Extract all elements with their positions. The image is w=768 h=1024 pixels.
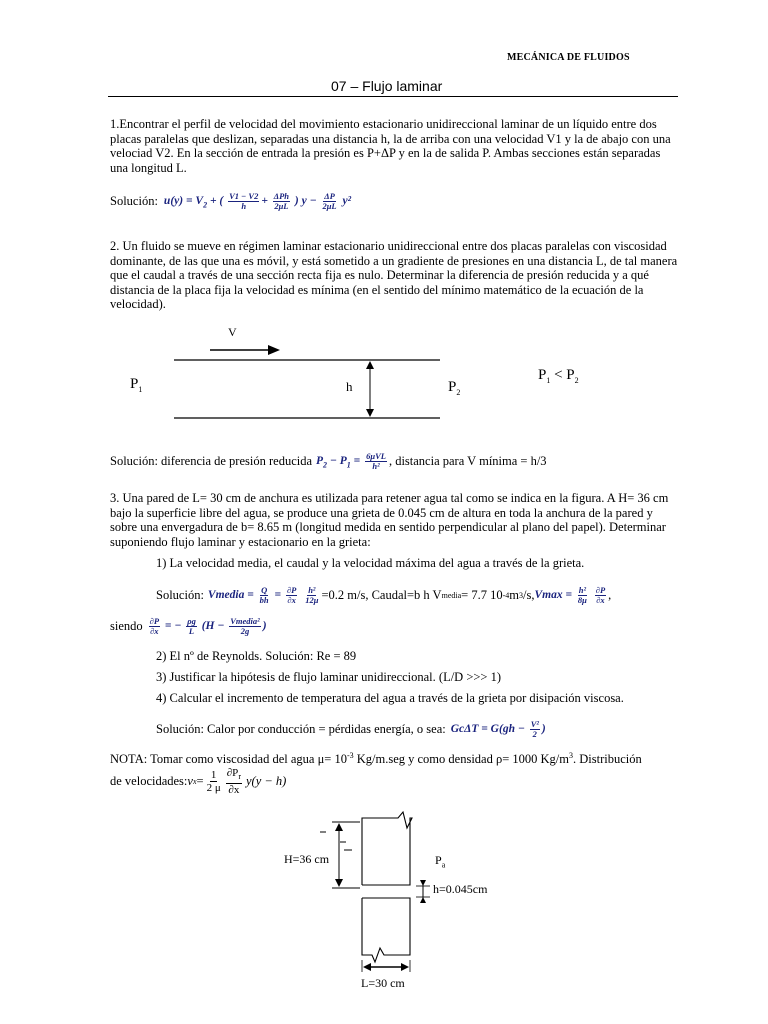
p1-label: $P_1$ bbox=[130, 376, 143, 394]
problem-2-statement: 2. Un fluido se mueve en régimen laminar estacionario unidireccional entre dos placas paralelas con viscosidad dominante, de las que una es móvil, y está sometido a un gradiente de presiones en una distancia L, de tal manera que el caudal a través de una sección recta fija es nulo. Determinar la diferencia de presión reducida y a qué distancia de la placa fija la velocidad es mínima (en el sentido del mínimo matemático de la ecuación de la velocidad). bbox=[110, 239, 678, 311]
wall-crack-figure bbox=[280, 810, 540, 1010]
pressure-relation: $P_1 < P_2$ bbox=[538, 367, 579, 385]
h-crack-label: h=0.045cm bbox=[433, 882, 488, 896]
course-header: MECÁNICA DE FLUIDOS bbox=[507, 52, 630, 63]
velocity-arrowhead bbox=[268, 345, 280, 355]
title-rule bbox=[108, 96, 678, 97]
item-1: 1) La velocidad media, el caudal y la velocidad máxima del agua a través de la grieta. bbox=[156, 556, 585, 570]
item-4-solution: Solución: Calor por conducción = pérdidas energía, o sea: GcΔT = G(gh − $\frac{\text{V²}}{2}$ ) bbox=[156, 719, 546, 739]
item-1-solution: Solución: Vmedia = $\frac{Q}{bh}$ = $\frac{\partial P}{\partial x}$ $\frac{\text{h²}}{12\mu}$ =0.2 m/s, Caudal=b h V media = 7.7 10 -4 m 3 /s, Vmax = $\frac{\text{h²}}{8\mu}$ $\frac{\partial P}{\partial x}$ , bbox=[156, 585, 612, 605]
nota-line-1: NOTA: Tomar como viscosidad del agua $\mu= 10^{-3}$ Kg/m.seg y como densidad ρ= 1000 $Kg/m^3$. Distribución bbox=[110, 751, 642, 767]
pressure-difference-equation: $P_2 - P_1$ = $\frac{\text{6μVL}}{\text{h²}}$ bbox=[316, 451, 386, 471]
velocity-equation: $u(y) = V_2$ + ( $\frac{V1 - V2}{h}$ + $\frac{\text{ΔPh}}{2\mu L}$ ) y − $\frac{\Delta P}{2\mu L}$ y² bbox=[163, 191, 352, 211]
pressure-gradient-equation: $\frac{\partial P}{\partial x}$ = − $\frac{\rho g}{L}$ (H − $\frac{\text{Vmedia²}}{2g}$ ) bbox=[149, 616, 267, 636]
problem-1-solution bbox=[110, 192, 351, 211]
parallel-plates-figure bbox=[110, 320, 670, 430]
solution-label: Solución: bbox=[110, 194, 158, 208]
page-title: 07 – Flujo laminar bbox=[331, 78, 443, 94]
energy-equation: GcΔT = G(gh − $\frac{\text{V²}}{2}$ ) bbox=[450, 719, 546, 739]
H-label: H=36 cm bbox=[284, 852, 330, 866]
problem-3-statement: 3. Una pared de L= 30 cm de anchura es utilizada para retener agua tal como se indica en la figura. A H= 36 cm bajo la superficie libre del agua, se produce una grieta de 0.045 cm de altura en toda la anchura de la pared y sobre una envergadura de b= 8.65 m (longitud medida en sentido perpendicular al plano del papel). Determinar suponiendo flujo laminar y estacionario en la grieta: bbox=[110, 491, 669, 549]
siendo-line: siendo $\frac{\partial P}{\partial x}$ = − $\frac{\rho g}{L}$ (H − $\frac{\text{Vmedia²}}{2g}$ ) bbox=[110, 616, 267, 636]
Pa-label: $P_a$ bbox=[435, 853, 446, 870]
upper-wall bbox=[362, 812, 412, 885]
item-4: 4) Calcular el incremento de temperatura del agua a través de la grieta por disipación viscosa. bbox=[156, 691, 624, 705]
L-label: L=30 cm bbox=[361, 976, 405, 990]
problem-2-solution: Solución: diferencia de presión reducida $P_2 - P_1$ = $\frac{\text{6μVL}}{\text{h²}}$ , distancia para V mínima = h/3 bbox=[110, 451, 547, 471]
vmax-equation: Vmax = $\frac{\text{h²}}{8\mu}$ $\frac{\partial P}{\partial x}$ bbox=[534, 585, 606, 605]
velocity-label: V bbox=[228, 325, 237, 339]
item-2: 2) El nº de Reynolds. Solución: Re = 89 bbox=[156, 649, 357, 663]
nota-line-2: de velocidades: v x = $\frac{1}{2 \mu}$ $\frac{\partial P_r}{\partial x}$ y(y − h) bbox=[110, 767, 287, 797]
item-3: 3) Justificar la hipótesis de flujo laminar unidireccional. (L/D >>> 1) bbox=[156, 670, 502, 684]
problem-1-statement: 1.Encontrar el perfil de velocidad del movimiento estacionario unidireccional laminar de un líquido entre dos placas paralelas que deslizan, separadas una distancia h, la de arriba con una velocidad V1 y la de abajo con una velociad V2. En la sección de entrada la presión es P+ΔP y en la de salida P. Ambas secciones están separadas una longitud L. bbox=[110, 117, 671, 175]
lower-wall bbox=[362, 898, 410, 962]
vmedia-equation: Vmedia = $\frac{Q}{bh}$ = $\frac{\partial P}{\partial x}$ $\frac{\text{h²}}{12\mu}$ bbox=[207, 585, 319, 605]
h-label: h bbox=[346, 379, 353, 394]
p2-label: $P_2$ bbox=[448, 379, 461, 397]
